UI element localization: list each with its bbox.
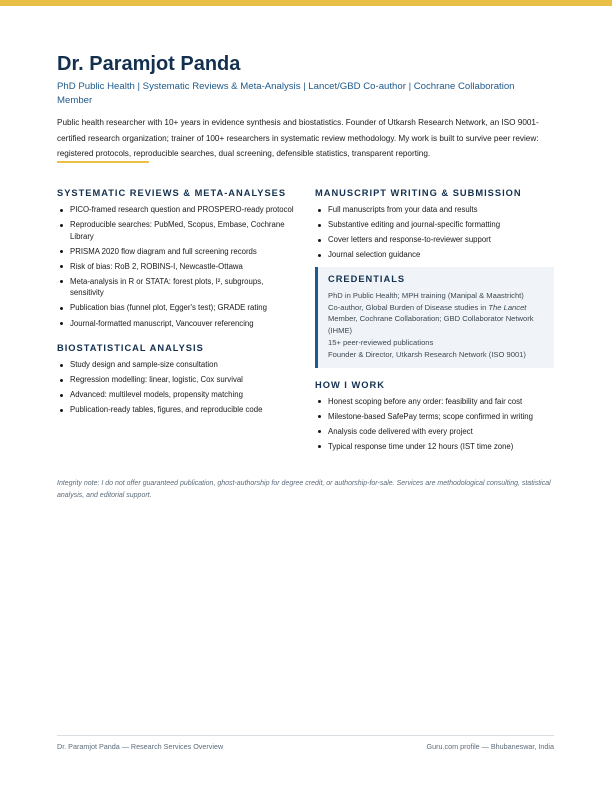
summary-paragraph: Public health researcher with 10+ years in evidence synthesis and biostatistics. Founder of Utkarsh Research Network, an ISO 9001-certified research organization; trainer of 100+ researchers in systematic review methodology. My work is built to survive peer review: registered protocols, reproducible searches, dual screening, defensible statistics, transparent reporting. (57, 118, 539, 158)
footer-left-text: Dr. Paramjot Panda — Research Services Overview (57, 742, 224, 751)
top-accent-bar (0, 0, 612, 6)
footer-divider (57, 735, 554, 736)
list-item: Analysis code delivered with every project (315, 426, 554, 438)
footer-right-text: Guru.com profile — Bhubaneswar, India (426, 742, 554, 751)
list-item: Cover letters and response-to-reviewer support (315, 234, 554, 246)
list-item: Study design and sample-size consultation (57, 359, 297, 371)
list-item: Regression modelling: linear, logistic, Cox survival (57, 374, 297, 386)
credential-text: Co-author, Global Burden of Disease studies in (328, 302, 489, 312)
accent-divider (57, 161, 149, 163)
credential-line: PhD in Public Health; MPH training (Manipal & Maastricht) (328, 290, 524, 300)
how-i-work-list (315, 396, 554, 453)
list-item: Typical response time under 12 hours (IST time zone) (315, 441, 554, 453)
section-title-biostat: BIOSTATISTICAL ANALYSIS (57, 343, 204, 354)
page-title: Dr. Paramjot Panda (57, 53, 241, 75)
list-item: Reproducible searches: PubMed, Scopus, Embase, Cochrane Library (57, 219, 297, 242)
credential-line (328, 302, 545, 314)
list-item: Milestone-based SafePay terms; scope confirmed in writing (315, 411, 554, 423)
professional-subtitle: PhD Public Health | Systematic Reviews & Meta-Analysis | Lancet/GBD Co-author | Cochrane Collaboration Member (57, 81, 515, 106)
list-item: Journal selection guidance (315, 249, 554, 261)
list-item: Full manuscripts from your data and results (315, 204, 554, 216)
section-title-systematic: SYSTEMATIC REVIEWS & META-ANALYSES (57, 188, 287, 198)
list-item: Advanced: multilevel models, propensity matching (57, 389, 297, 401)
list-item: Publication-ready tables, figures, and reproducible code (57, 404, 297, 416)
list-item: Meta-analysis in R or STATA: forest plots, I², subgroups, sensitivity (57, 276, 297, 299)
credential-line: Founder & Director, Utkarsh Research Network (ISO 9001) (328, 349, 526, 359)
right-column (315, 188, 554, 456)
section-title-how-i-work: HOW I WORK (315, 379, 385, 390)
systematic-list (57, 204, 297, 329)
left-column (57, 188, 297, 419)
list-item: Honest scoping before any order: feasibility and fair cost (315, 396, 554, 408)
integrity-note: Integrity note: I do not offer guaranteed publication, ghost-authorship for degree credit, or authorship-for-sale. Services are methodological consulting, statistical analysis, and editorial support. (57, 480, 551, 499)
credentials-box (315, 267, 554, 368)
credentials-title: CREDENTIALS (328, 273, 406, 284)
section-title-manuscript: MANUSCRIPT WRITING & SUBMISSION (315, 188, 522, 198)
list-item: Publication bias (funnel plot, Egger's test); GRADE rating (57, 302, 297, 314)
credential-line: Member, Cochrane Collaboration; GBD Collaborator Network (IHME) (328, 314, 534, 336)
list-item: PRISMA 2020 flow diagram and full screening records (57, 246, 297, 258)
list-item: Substantive editing and journal-specific formatting (315, 219, 554, 231)
journal-name: The Lancet (488, 302, 527, 312)
biostat-list (57, 359, 297, 416)
list-item: Journal-formatted manuscript, Vancouver referencing (57, 318, 297, 330)
list-item: PICO-framed research question and PROSPERO-ready protocol (57, 204, 297, 216)
manuscript-list (315, 204, 554, 261)
list-item: Risk of bias: RoB 2, ROBINS-I, Newcastle-Ottawa (57, 261, 297, 273)
credential-line: 15+ peer-reviewed publications (328, 337, 434, 347)
